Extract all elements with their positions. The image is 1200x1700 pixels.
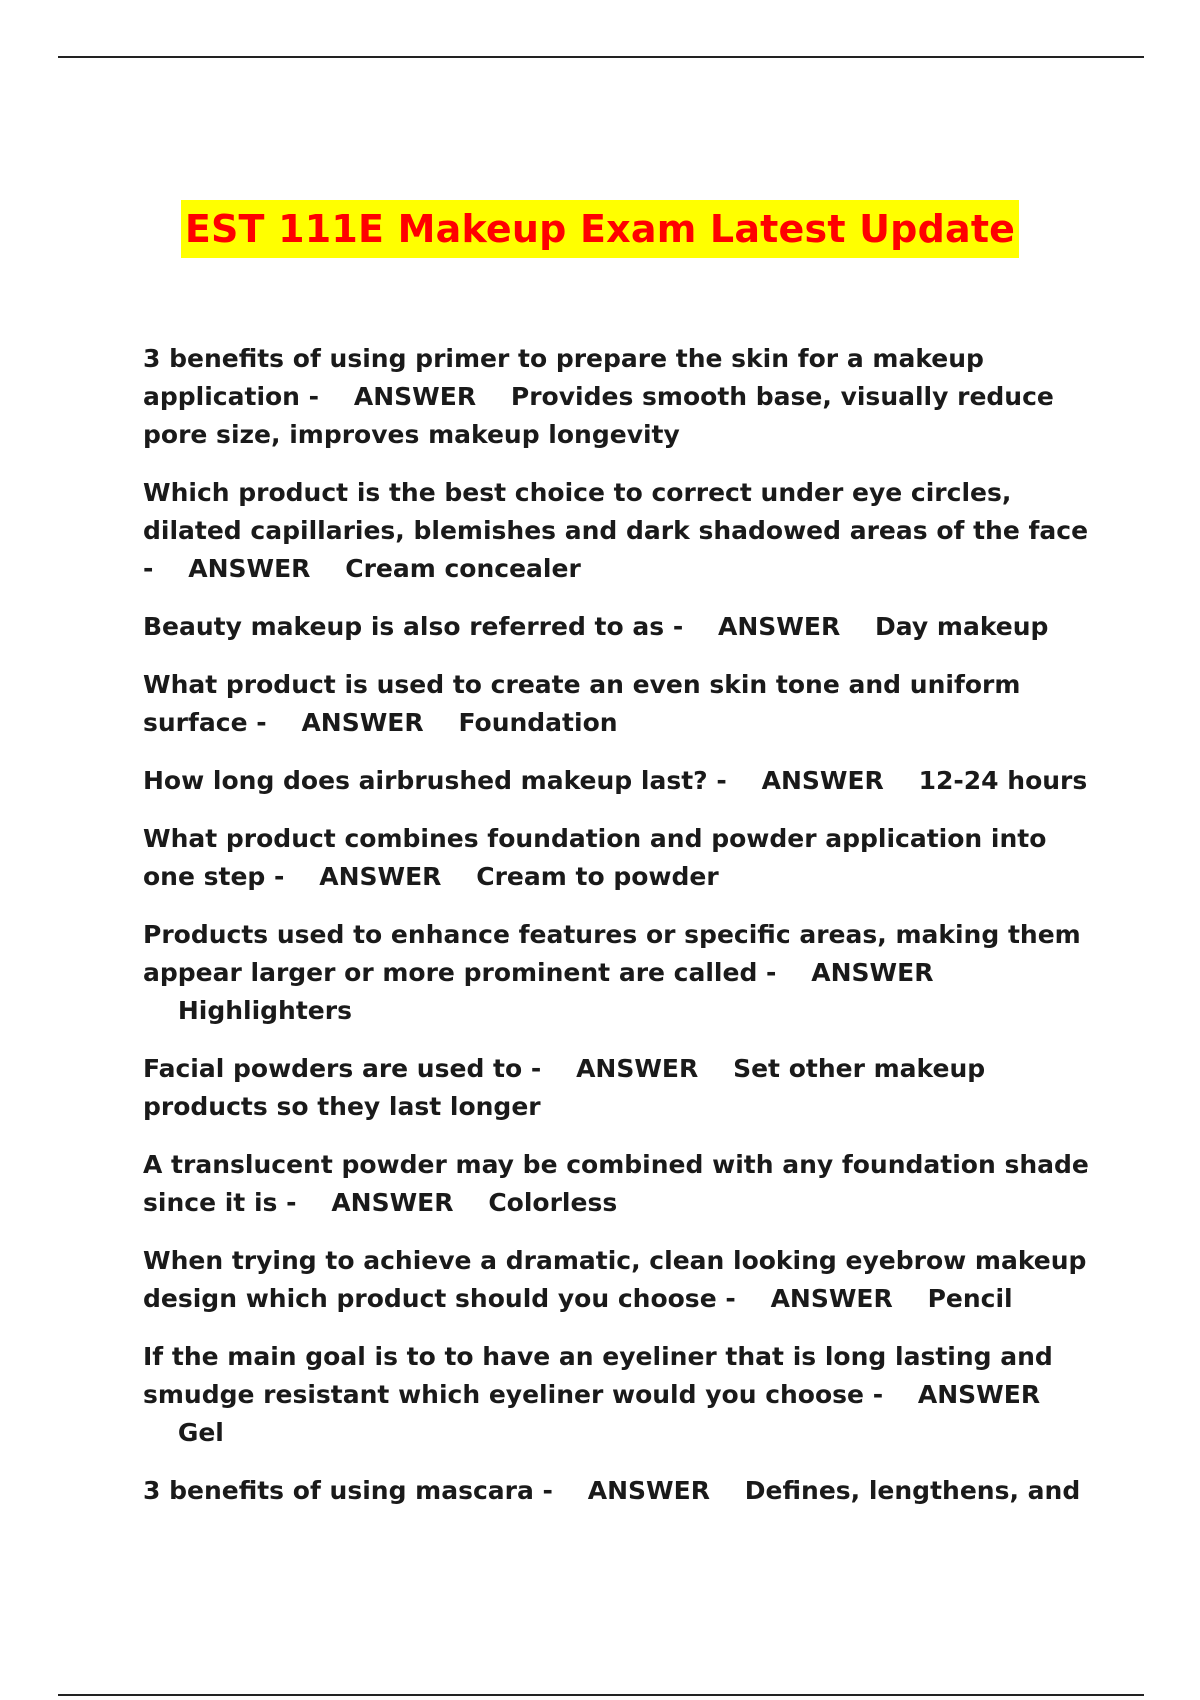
qa-item [143, 1338, 1103, 1452]
answer-text: Gel [177, 1418, 224, 1447]
qa-item [143, 762, 1103, 800]
qa-item [143, 340, 1103, 454]
qa-list [143, 340, 1103, 1530]
question-text: If the main goal is to to have an eyeliner that is long lasting and smudge resistant which eyeliner would you choose - [143, 1342, 1053, 1409]
answer-label: ANSWER [761, 766, 884, 795]
qa-item [143, 1472, 1103, 1510]
question-text: 3 benefits of using mascara - [143, 1476, 553, 1505]
answer-text: Cream to powder [476, 862, 719, 891]
question-text: 3 benefits of using primer to prepare the skin for a makeup application - [143, 344, 984, 411]
question-text: A translucent powder may be combined with any foundation shade since it is - [143, 1150, 1089, 1217]
title-container [0, 200, 1200, 258]
qa-item [143, 474, 1103, 588]
answer-text: Day makeup [875, 612, 1049, 641]
question-text: Products used to enhance features or specific areas, making them appear larger or more prominent are called - [143, 920, 1081, 987]
bottom-rule [58, 1694, 1144, 1696]
answer-text: Pencil [927, 1284, 1013, 1313]
question-text: When trying to achieve a dramatic, clean looking eyebrow makeup design which product should you choose - [143, 1246, 1087, 1313]
answer-text: Provides smooth base, visually reduce pore size, improves makeup longevity [143, 382, 1054, 449]
answer-label: ANSWER [917, 1380, 1041, 1409]
answer-text: Defines, lengthens, and [744, 1476, 1081, 1505]
document-title: EST 111E Makeup Exam Latest Update [181, 200, 1019, 258]
answer-label: ANSWER [811, 958, 934, 987]
qa-item [143, 1242, 1103, 1318]
qa-item [143, 1050, 1103, 1126]
answer-text: 12-24 hours [918, 766, 1088, 795]
answer-label: ANSWER [301, 708, 424, 737]
question-text: Beauty makeup is also referred to as - [143, 612, 684, 641]
answer-text: Foundation [458, 708, 618, 737]
answer-text: Cream concealer [345, 554, 581, 583]
answer-text: Colorless [488, 1188, 618, 1217]
answer-label: ANSWER [353, 382, 477, 411]
qa-item [143, 608, 1103, 646]
answer-text: Set other makeup products so they last longer [143, 1054, 986, 1121]
question-text: Facial powders are used to - [143, 1054, 542, 1083]
question-text: What product combines foundation and powder application into one step - [143, 824, 1047, 891]
qa-item [143, 916, 1103, 1030]
answer-label: ANSWER [770, 1284, 893, 1313]
answer-label: ANSWER [188, 554, 311, 583]
question-text: Which product is the best choice to correct under eye circles, dilated capillaries, blemishes and dark shadowed areas of the face - [143, 478, 1089, 583]
answer-label: ANSWER [319, 862, 442, 891]
question-text: How long does airbrushed makeup last? - [143, 766, 727, 795]
qa-item [143, 820, 1103, 896]
top-rule [58, 56, 1144, 58]
answer-label: ANSWER [576, 1054, 699, 1083]
qa-item [143, 666, 1103, 742]
answer-text: Highlighters [177, 996, 352, 1025]
answer-label: ANSWER [718, 612, 841, 641]
question-text: What product is used to create an even skin tone and uniform surface - [143, 670, 1021, 737]
qa-item [143, 1146, 1103, 1222]
answer-label: ANSWER [331, 1188, 454, 1217]
answer-label: ANSWER [587, 1476, 710, 1505]
